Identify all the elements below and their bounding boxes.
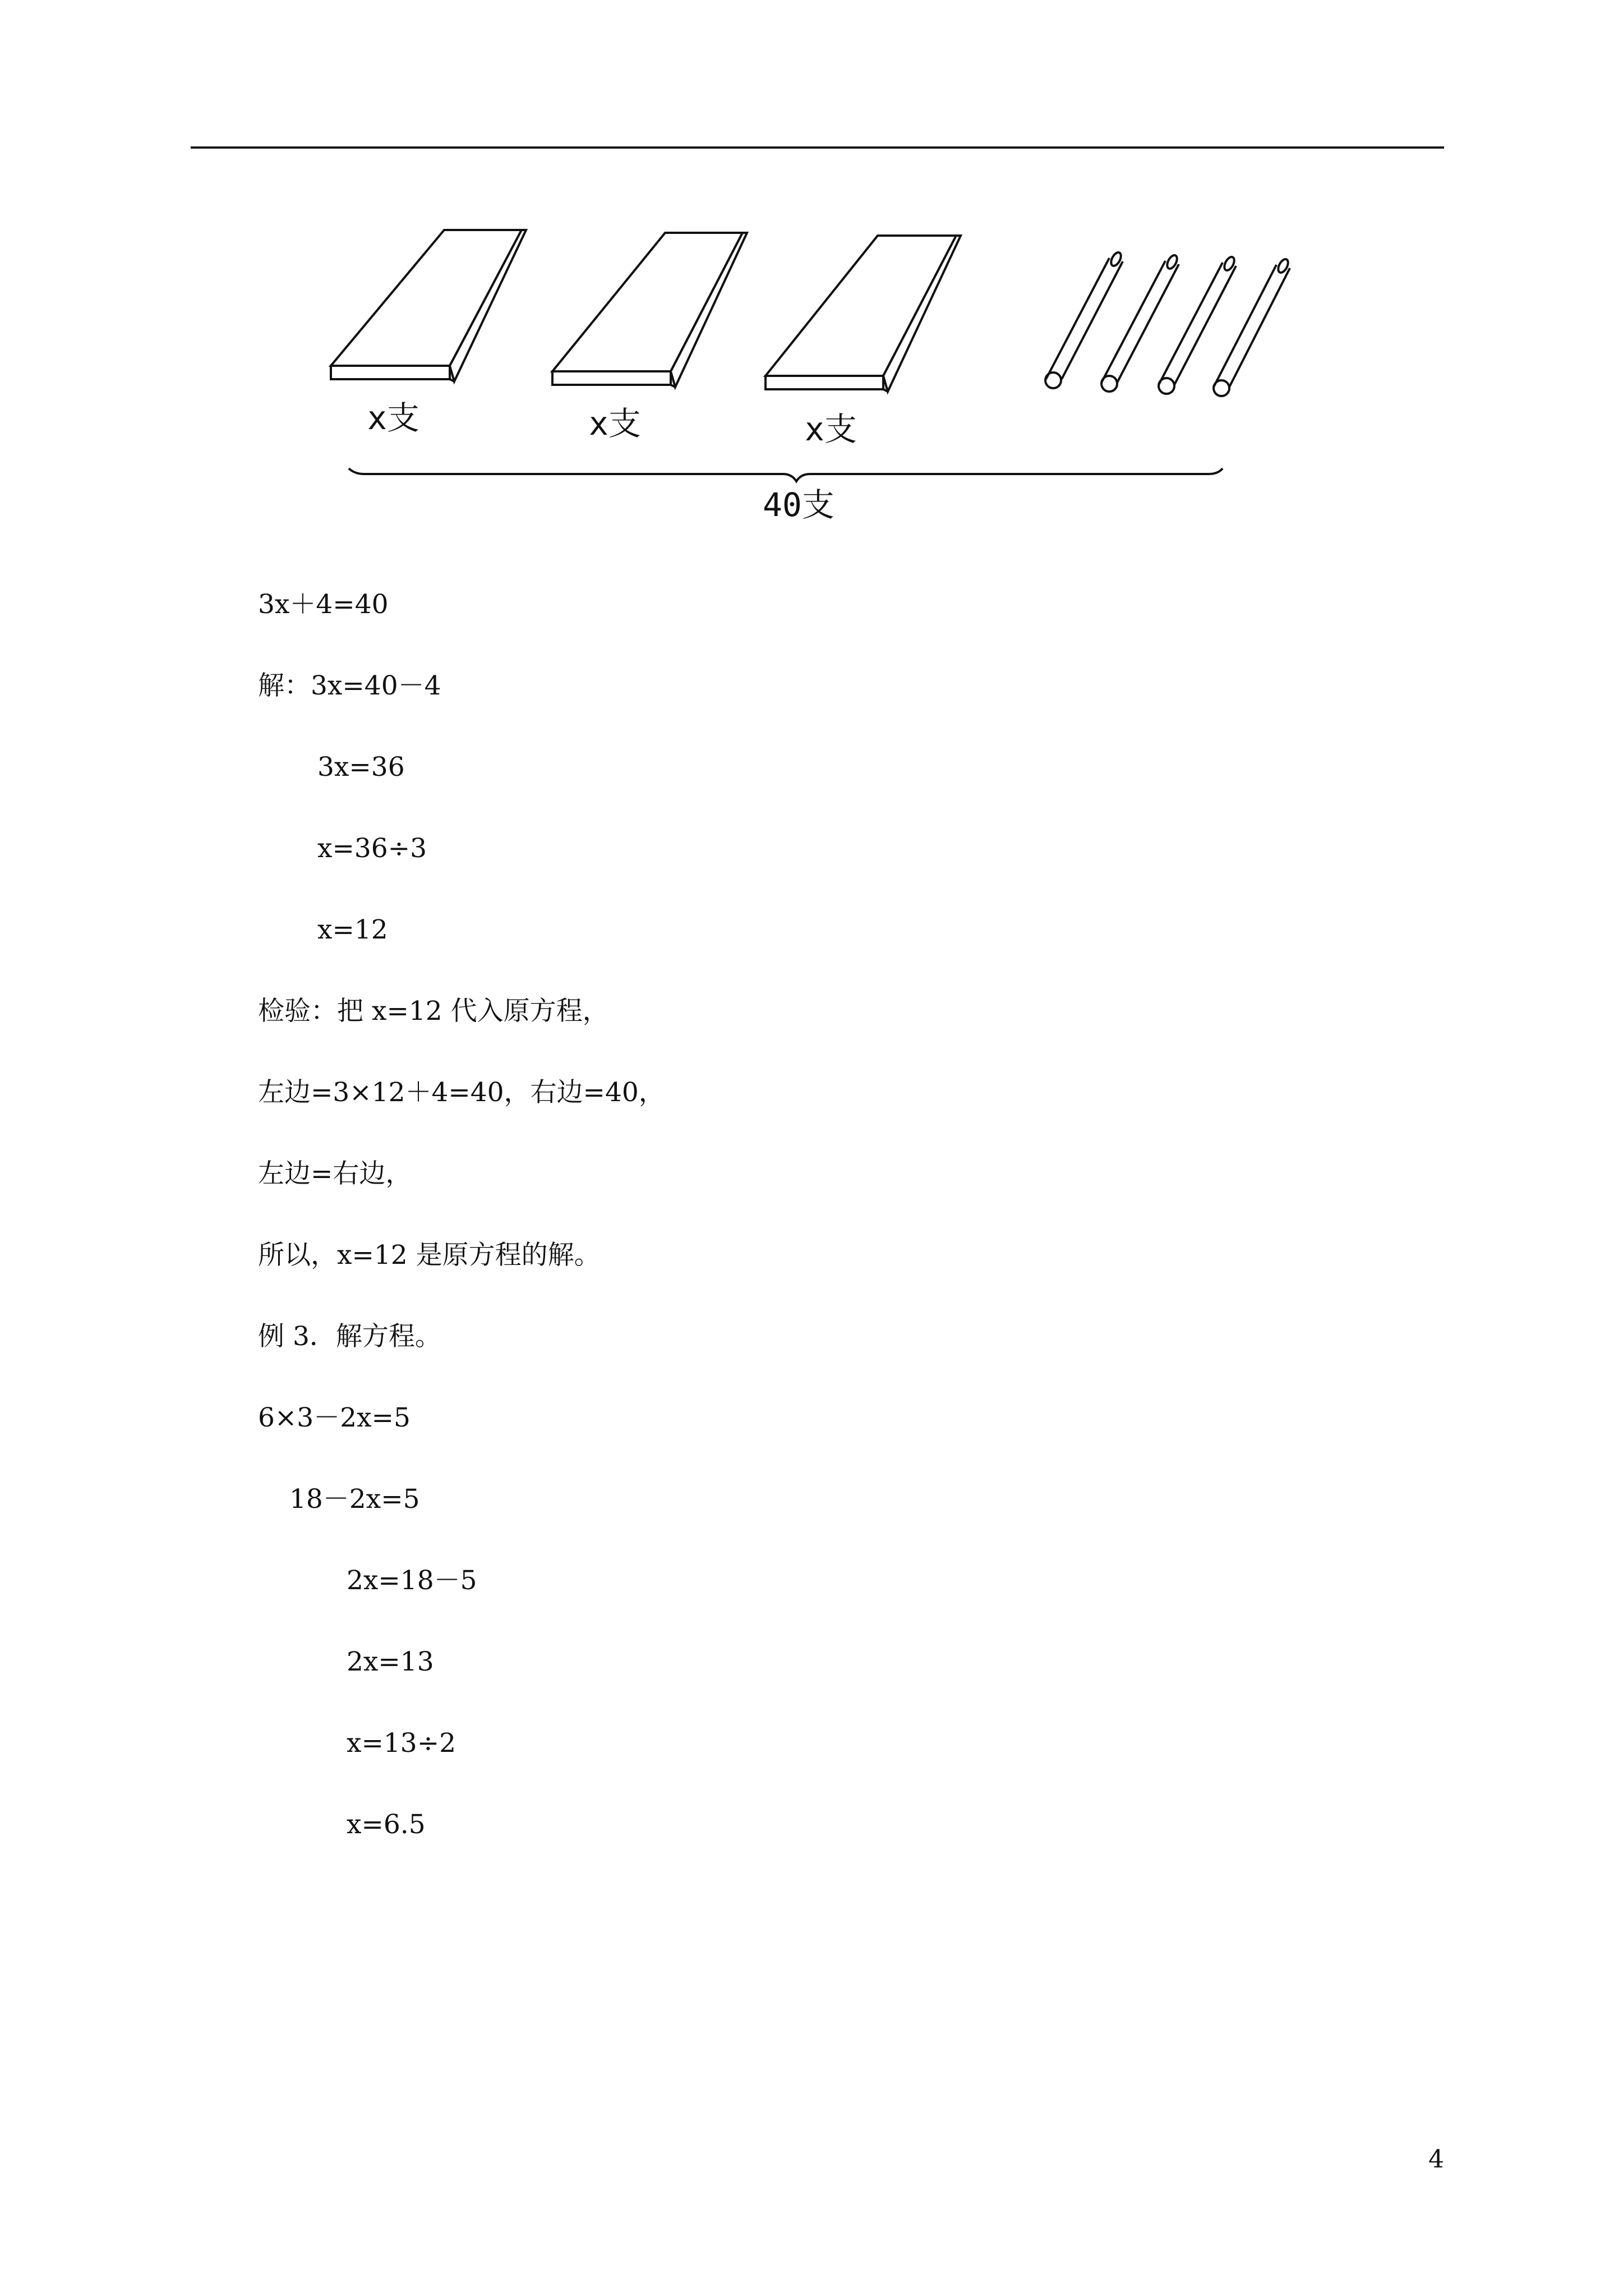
pencil-4-icon — [1214, 257, 1290, 396]
pencil-box-diagram — [314, 213, 1301, 539]
example-heading: 例 3．解方程。 — [258, 1321, 441, 1352]
pencil-box-1-icon — [331, 230, 526, 381]
solution-step: x=6.5 — [347, 1809, 426, 1840]
solution-step: x=36÷3 — [317, 833, 427, 864]
conclusion-line: 所以，x=12 是原方程的解。 — [258, 1240, 601, 1271]
box-label-1: x支 — [367, 399, 419, 437]
solution-step: 2x=18－5 — [347, 1565, 477, 1596]
box-label-3: x支 — [805, 410, 857, 448]
equation-line: 3x＋4=40 — [258, 589, 389, 620]
total-label: 40支 — [763, 486, 834, 524]
pencil-box-3-icon — [766, 236, 961, 392]
total-brace-icon — [349, 468, 1223, 481]
box-label-2: x支 — [589, 404, 641, 443]
solution-step: x=13÷2 — [347, 1728, 456, 1759]
solution-step: x=12 — [317, 914, 388, 945]
check-line: 检验：把 x=12 代入原方程， — [258, 996, 609, 1027]
equation-line: 6×3－2x=5 — [258, 1402, 411, 1433]
pencil-3-icon — [1159, 255, 1236, 394]
pencil-1-icon — [1045, 251, 1123, 388]
pencil-2-icon — [1101, 254, 1179, 392]
solution-step: 解：3x=40－4 — [258, 670, 441, 701]
header-rule — [191, 146, 1444, 149]
solution-step: 18－2x=5 — [289, 1484, 420, 1515]
solution-step: 2x=13 — [347, 1646, 434, 1677]
check-line: 左边=右边， — [258, 1158, 412, 1189]
check-line: 左边=3×12＋4=40，右边=40， — [258, 1077, 665, 1108]
pencil-box-2-icon — [552, 233, 747, 387]
solution-step: 3x=36 — [317, 752, 405, 783]
page-number: 4 — [1428, 2145, 1444, 2174]
